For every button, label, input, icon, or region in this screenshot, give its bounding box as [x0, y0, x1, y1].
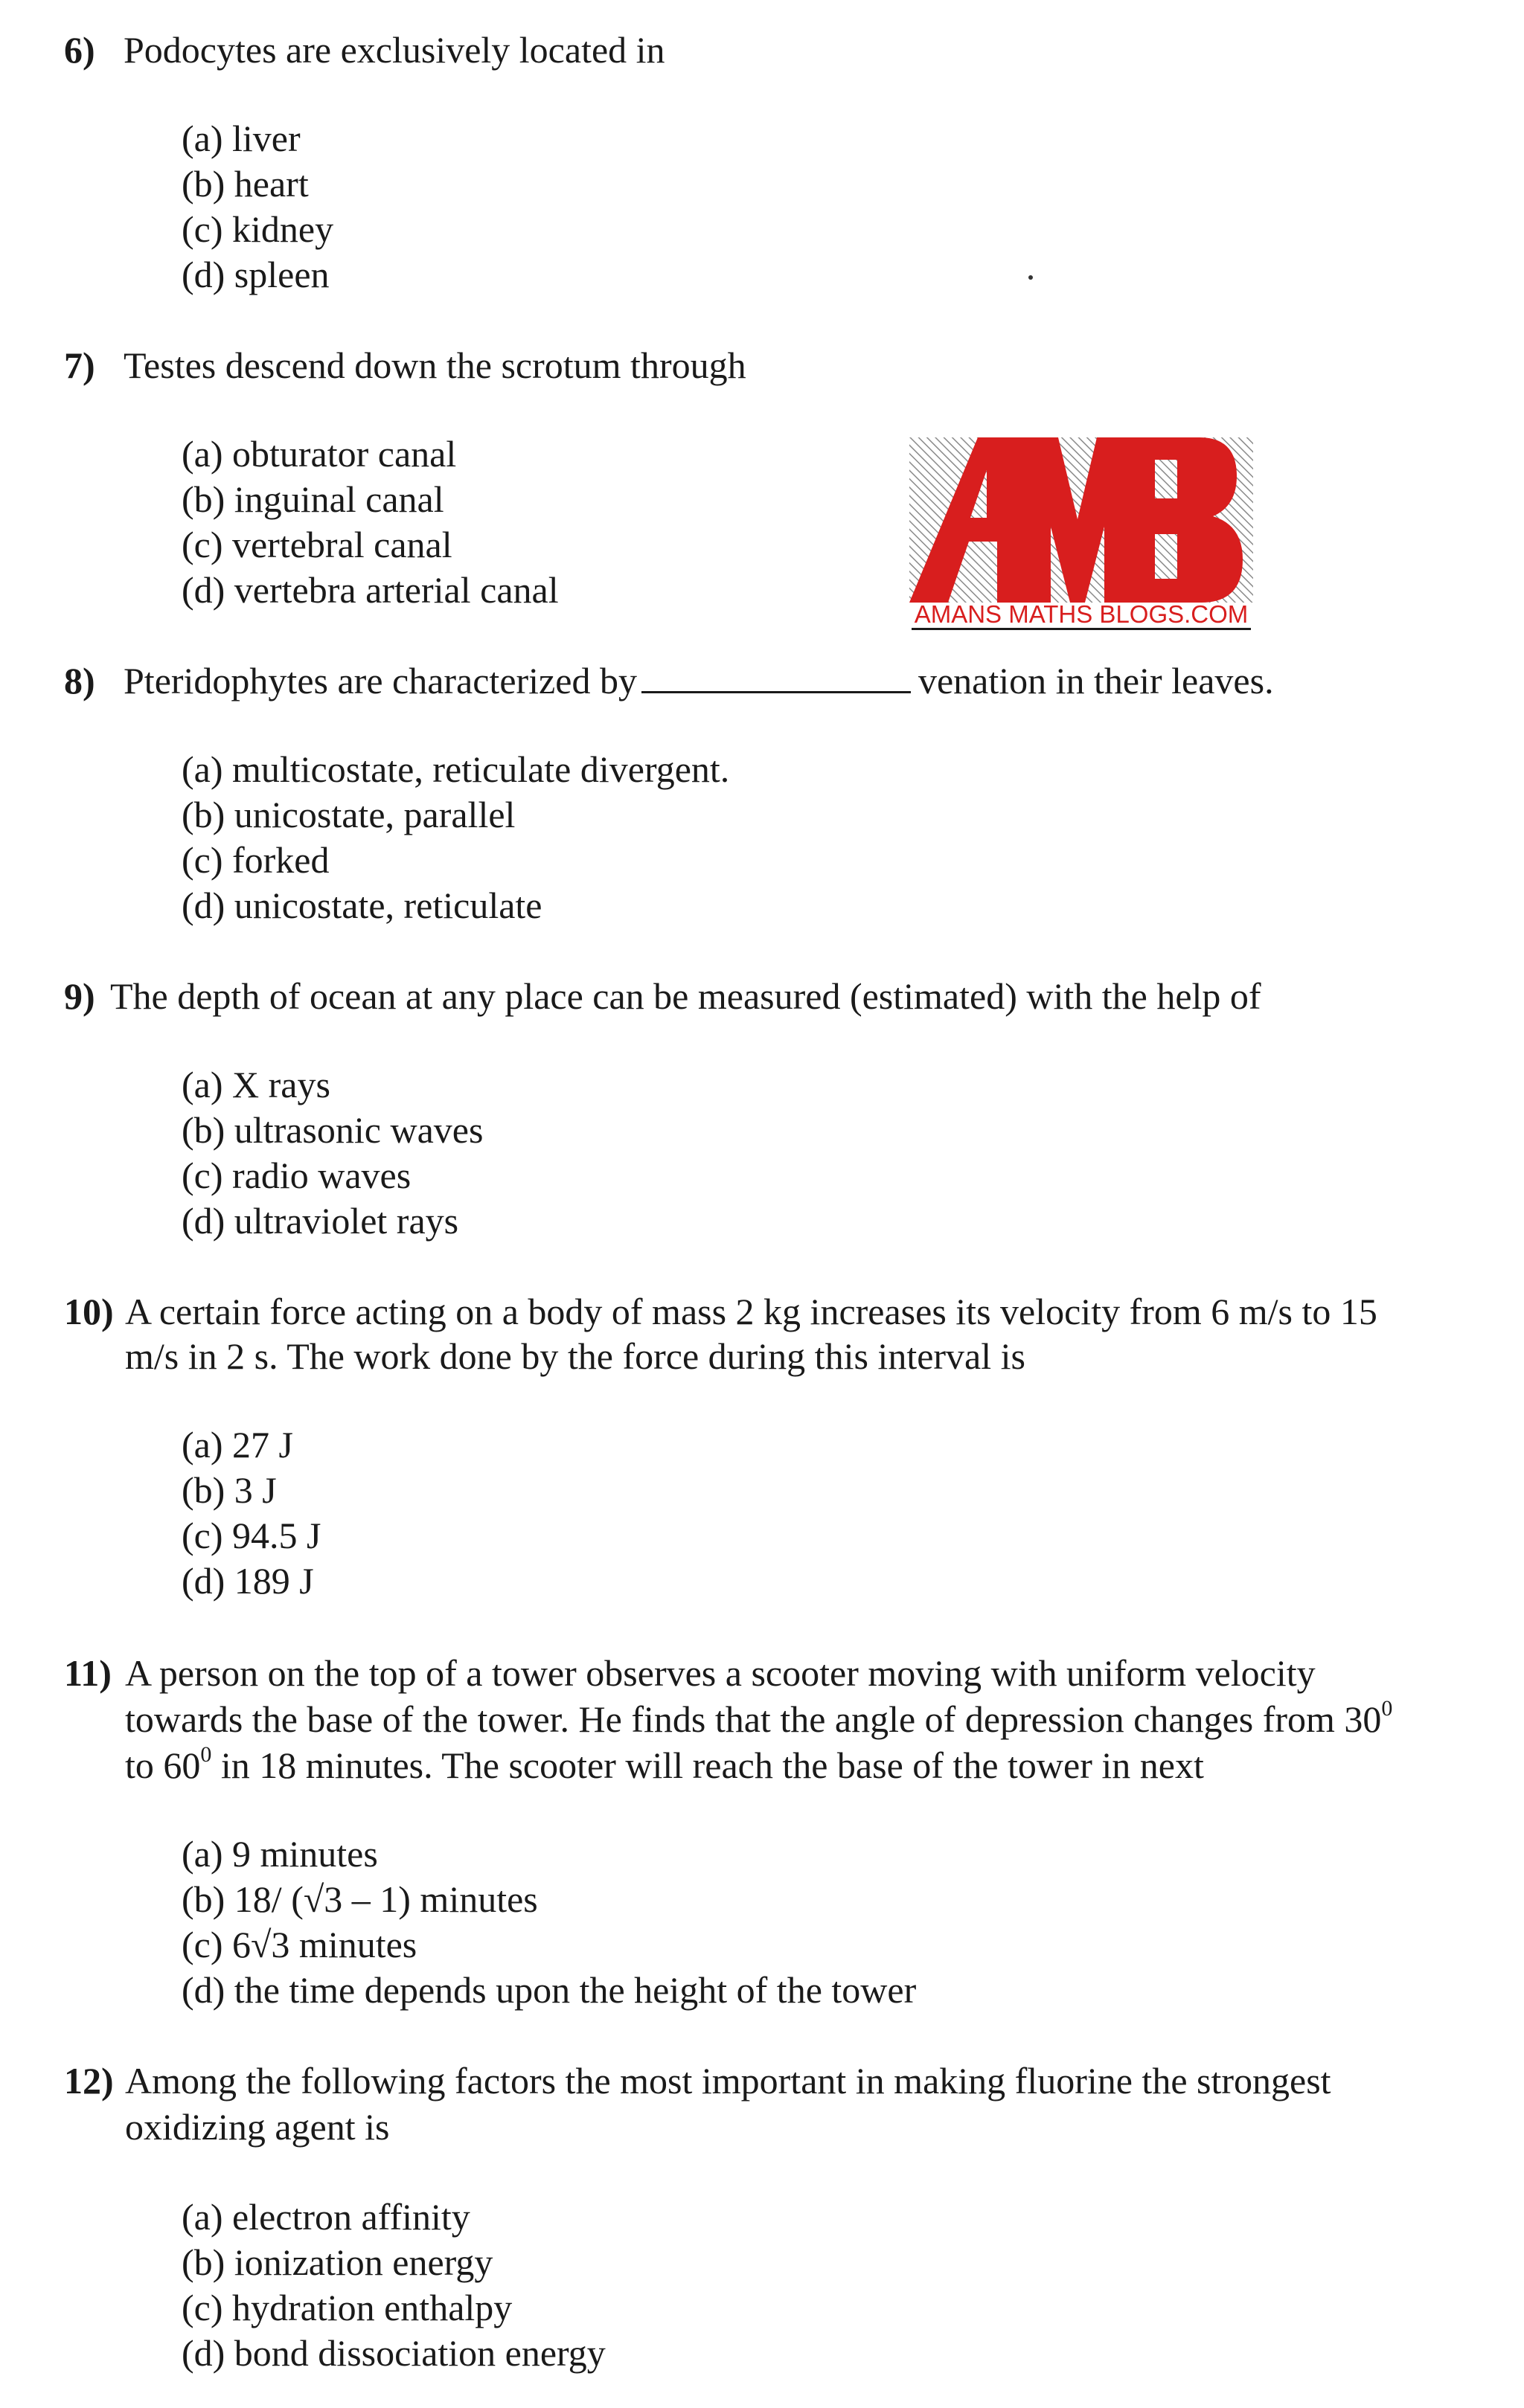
- option-c[interactable]: (c) 94.5 J: [182, 1515, 321, 1556]
- question-text-line-1: Among the following factors the most important in making fluorine the strongest: [125, 2060, 1331, 2102]
- option-list: [182, 2195, 606, 2376]
- option-b[interactable]: (b) unicostate, parallel: [182, 794, 516, 835]
- option-d[interactable]: (d) bond dissociation energy: [182, 2332, 606, 2374]
- question-text-line-3: [125, 1742, 1204, 1788]
- question-number: 7): [64, 344, 95, 386]
- option-a[interactable]: (a) liver: [182, 118, 301, 159]
- question-text-line-2: oxidizing agent is: [125, 2106, 390, 2148]
- question-text: Podocytes are exclusively located in: [124, 29, 665, 71]
- option-b[interactable]: (b) ultrasonic waves: [182, 1109, 484, 1151]
- option-a[interactable]: (a) multicostate, reticulate divergent.: [182, 748, 730, 790]
- option-b[interactable]: (b) 3 J: [182, 1469, 277, 1511]
- question-text-line-2: m/s in 2 s. The work done by the force during this interval is: [125, 1335, 1025, 1377]
- option-list: [182, 116, 333, 298]
- question-text-after-blank: venation in their leaves.: [918, 660, 1274, 701]
- option-a[interactable]: (a) 9 minutes: [182, 1833, 378, 1875]
- question-text-before-blank: Pteridophytes are characterized by: [124, 660, 637, 701]
- option-list: [182, 747, 729, 928]
- option-c[interactable]: (c) 6√3 minutes: [182, 1924, 417, 1965]
- option-list: [182, 1422, 321, 1604]
- option-d[interactable]: (d) ultraviolet rays: [182, 1200, 459, 1242]
- option-b[interactable]: (b) 18/ (√3 – 1) minutes: [182, 1878, 538, 1920]
- question-text-line-2-main: towards the base of the tower. He finds that the angle of depression changes from 30: [125, 1698, 1382, 1740]
- option-d[interactable]: (d) spleen: [182, 254, 330, 295]
- option-c[interactable]: (c) hydration enthalpy: [182, 2287, 513, 2328]
- option-b[interactable]: (b) heart: [182, 163, 309, 205]
- option-list: [182, 1831, 916, 2013]
- option-d[interactable]: (d) the time depends upon the height of the tower: [182, 1969, 917, 2011]
- question-text: Testes descend down the scrotum through: [124, 344, 746, 386]
- question-text-line-3-start: to 60: [125, 1744, 201, 1786]
- question-number: 11): [64, 1652, 112, 1694]
- option-c[interactable]: (c) vertebral canal: [182, 524, 452, 565]
- degree-superscript: 0: [200, 1742, 212, 1767]
- question-text-line-3-rest: in 18 minutes. The scooter will reach the base of the tower in next: [211, 1744, 1204, 1786]
- question-stem: [64, 658, 1274, 704]
- question-stem: [64, 1650, 1316, 1696]
- option-c[interactable]: (c) forked: [182, 839, 330, 881]
- watermark-url: [909, 600, 1253, 629]
- question-number: 12): [64, 2060, 114, 2102]
- question-number: 8): [64, 660, 95, 701]
- question-stem: [64, 1288, 1377, 1335]
- question-text-line-2: [125, 1696, 1392, 1742]
- option-a[interactable]: (a) X rays: [182, 1064, 330, 1105]
- question-text-line-1: A person on the top of a tower observes a scooter moving with uniform velocity: [125, 1652, 1316, 1694]
- option-c[interactable]: (c) radio waves: [182, 1155, 412, 1196]
- option-d[interactable]: (d) unicostate, reticulate: [182, 884, 542, 926]
- question-text-line-1: A certain force acting on a body of mass 2 kg increases its velocity from 6 m/s to 15: [125, 1291, 1377, 1332]
- question-text: The depth of ocean at any place can be measured (estimated) with the help of: [110, 975, 1261, 1017]
- option-b[interactable]: (b) ionization energy: [182, 2241, 493, 2283]
- option-a[interactable]: (a) obturator canal: [182, 433, 457, 475]
- question-stem: [64, 973, 1261, 1019]
- option-list: [182, 431, 559, 613]
- watermark-text: AMANS MATHS BLOGS.COM: [912, 600, 1252, 630]
- question-number: 10): [64, 1291, 114, 1332]
- option-d[interactable]: (d) 189 J: [182, 1560, 314, 1602]
- option-b[interactable]: (b) inguinal canal: [182, 478, 444, 520]
- fill-in-blank: [641, 661, 911, 693]
- option-list: [182, 1062, 483, 1244]
- question-number: 6): [64, 29, 95, 71]
- option-a[interactable]: (a) 27 J: [182, 1424, 293, 1465]
- option-d[interactable]: (d) vertebra arterial canal: [182, 569, 559, 611]
- question-stem: [64, 27, 665, 73]
- question-number: 9): [64, 975, 95, 1017]
- option-a[interactable]: (a) electron affinity: [182, 2196, 470, 2238]
- question-stem: [64, 342, 746, 388]
- option-c[interactable]: (c) kidney: [182, 208, 334, 250]
- degree-superscript: 0: [1381, 1696, 1393, 1721]
- scan-speck: [1028, 275, 1033, 280]
- question-stem: [64, 2058, 1331, 2104]
